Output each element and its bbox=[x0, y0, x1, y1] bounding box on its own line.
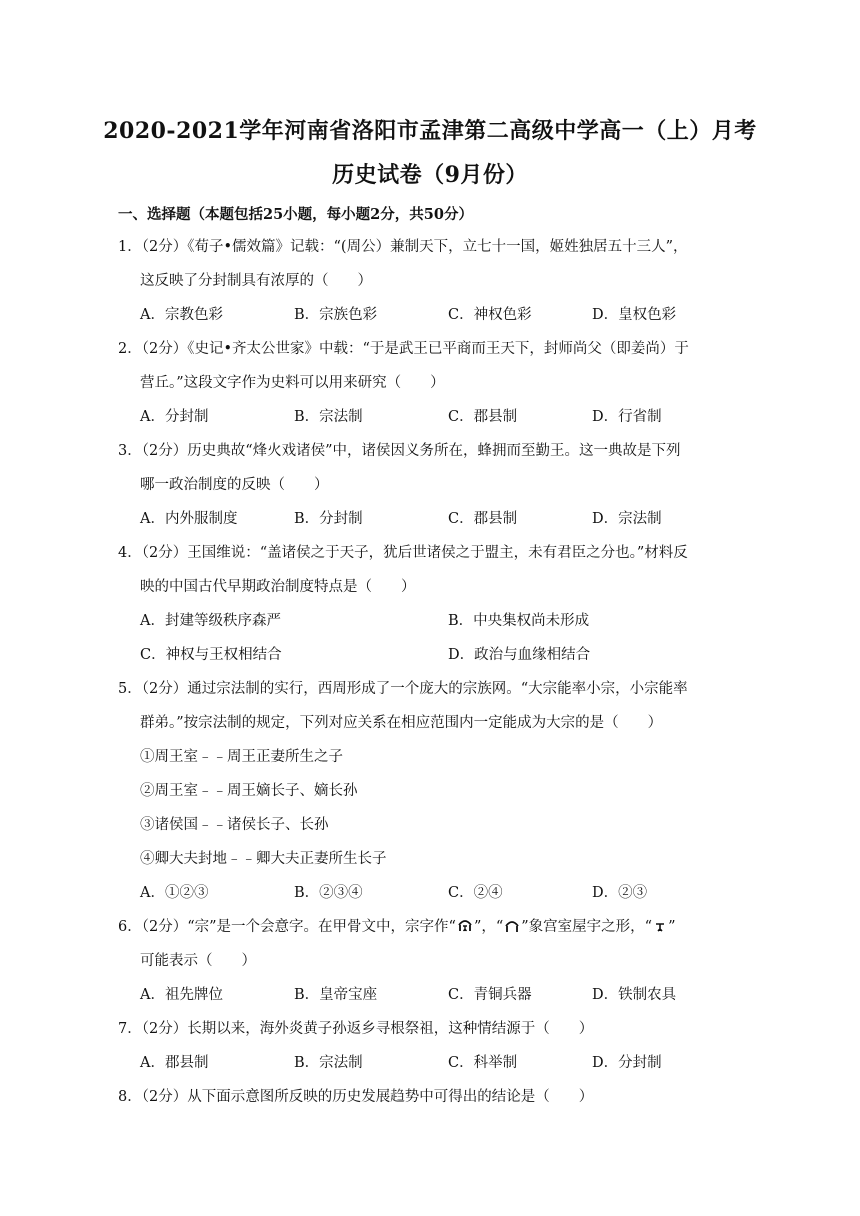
question-stem: 3．（2分）历史典故“烽火戏诸侯”中，诸侯因义务所在，蜂拥而至勤王。这一典故是下列 bbox=[118, 443, 681, 459]
option-b: B．中央集权尚未形成 bbox=[448, 613, 590, 629]
question-stem: 4．（2分）王国维说：“盖诸侯之于天子，犹后世诸侯之于盟主，未有君臣之分也。”材料反 bbox=[118, 545, 688, 561]
option-b: B．分封制 bbox=[294, 511, 363, 527]
oracle-bone-zong-glyph-icon bbox=[457, 917, 473, 937]
option-b: B．宗族色彩 bbox=[294, 307, 378, 323]
question-stem: 可能表示（ ） bbox=[140, 953, 256, 969]
option-d: D．政治与血缘相结合 bbox=[448, 647, 591, 663]
stem-text: ”象宫室屋宇之形，“ bbox=[521, 919, 653, 935]
question-stem: 2．（2分）《史记•齐太公世家》中载：“于是武王已平商而王天下，封师尚父（即姜尚）于 bbox=[118, 341, 689, 357]
question-stem: 哪一政治制度的反映（ ） bbox=[140, 477, 329, 493]
question-stem: 映的中国古代早期政治制度特点是（ ） bbox=[140, 579, 416, 595]
option-b: B．皇帝宝座 bbox=[294, 987, 378, 1003]
option-b: B．宗法制 bbox=[294, 409, 363, 425]
question-stem: 营丘。”这段文字作为史料可以用来研究（ ） bbox=[140, 375, 445, 391]
question-stem bbox=[118, 915, 676, 937]
statement-2: ②周王室﹣﹣周王嫡长子、嫡长孙 bbox=[140, 783, 358, 799]
option-c: C．神权与王权相结合 bbox=[140, 647, 282, 663]
oracle-bone-roof-glyph-icon bbox=[504, 917, 520, 937]
option-c: C．②④ bbox=[448, 885, 503, 901]
statement-3: ③诸侯国﹣﹣诸侯长子、长孙 bbox=[140, 817, 329, 833]
option-b: B．②③④ bbox=[294, 885, 363, 901]
stem-text: ”，“ bbox=[473, 919, 504, 935]
option-a: A．宗教色彩 bbox=[140, 307, 223, 323]
option-d: D．分封制 bbox=[592, 1055, 662, 1071]
option-a: A．分封制 bbox=[140, 409, 209, 425]
question-stem: 群弟。”按宗法制的规定，下列对应关系在相应范围内一定能成为大宗的是（ ） bbox=[140, 715, 663, 731]
question-stem: 7．（2分）长期以来，海外炎黄子孙返乡寻根祭祖，这种情结源于（ ） bbox=[118, 1021, 594, 1037]
statement-4: ④卿大夫封地﹣﹣卿大夫正妻所生长子 bbox=[140, 851, 387, 867]
option-d: D．宗法制 bbox=[592, 511, 662, 527]
option-c: C．神权色彩 bbox=[448, 307, 532, 323]
option-c: C．青铜兵器 bbox=[448, 987, 532, 1003]
stem-text: 6．（2分）“宗”是一个会意字。在甲骨文中，宗字作“ bbox=[118, 919, 456, 935]
option-d: D．行省制 bbox=[592, 409, 662, 425]
option-a: A．祖先牌位 bbox=[140, 987, 223, 1003]
option-d: D．皇权色彩 bbox=[592, 307, 677, 323]
question-stem: 1．（2分）《荀子•儒效篇》记载：“(周公）兼制天下，立七十一国，姬姓独居五十三人”， bbox=[118, 239, 688, 255]
statement-1: ①周王室﹣﹣周王正妻所生之子 bbox=[140, 749, 343, 765]
option-a: A．内外服制度 bbox=[140, 511, 238, 527]
question-stem: 8．（2分）从下面示意图所反映的历史发展趋势中可得出的结论是（ ） bbox=[118, 1089, 594, 1105]
option-a: A．封建等级秩序森严 bbox=[140, 613, 281, 629]
document-title-line1: 2020-2021学年河南省洛阳市孟津第二高级中学高一（上）月考 bbox=[103, 118, 757, 144]
option-c: C．郡县制 bbox=[448, 409, 518, 425]
option-d: D．②③ bbox=[592, 885, 648, 901]
document-title-line2: 历史试卷（9月份） bbox=[332, 162, 528, 188]
option-c: C．郡县制 bbox=[448, 511, 518, 527]
option-c: C．科举制 bbox=[448, 1055, 518, 1071]
question-stem: 5．（2分）通过宗法制的实行，西周形成了一个庞大的宗族网。“大宗能率小宗，小宗能率 bbox=[118, 681, 688, 697]
option-a: A．①②③ bbox=[140, 885, 209, 901]
oracle-bone-shi-glyph-icon bbox=[653, 918, 667, 936]
question-stem: 这反映了分封制具有浓厚的（ ） bbox=[140, 273, 372, 289]
option-b: B．宗法制 bbox=[294, 1055, 363, 1071]
option-d: D．铁制农具 bbox=[592, 987, 677, 1003]
section-title: 一、选择题（本题包括25小题，每小题2分，共50分） bbox=[118, 206, 473, 223]
stem-text: ” bbox=[668, 919, 676, 935]
option-a: A．郡县制 bbox=[140, 1055, 209, 1071]
